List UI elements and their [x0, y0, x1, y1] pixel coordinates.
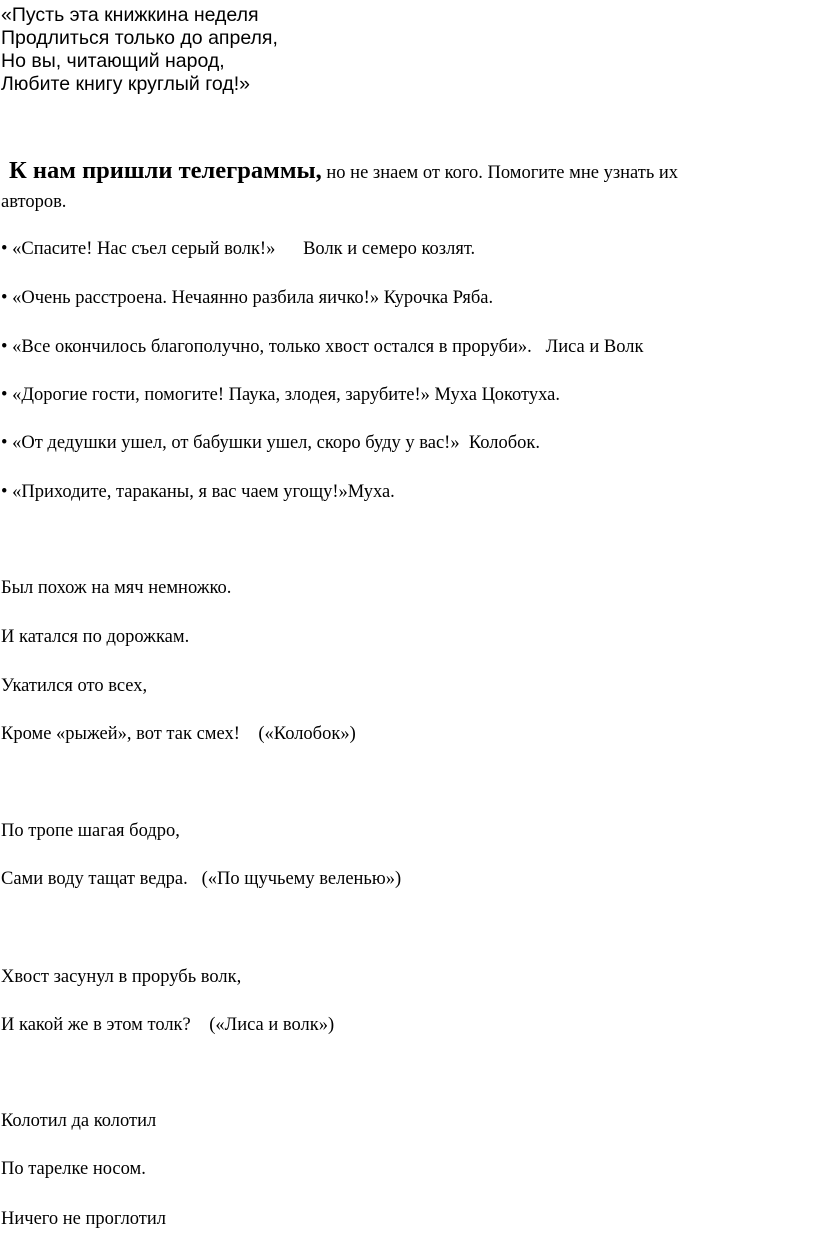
telegrams-heading — [1, 157, 679, 184]
telegram-item: • «Приходите, тараканы, я вас чаем угощу!»Муха. — [1, 482, 395, 502]
riddle-line: По тропе шагая бодро, — [1, 821, 180, 841]
riddle-line: Был похож на мяч немножко. — [1, 578, 232, 598]
telegram-item: • «От дедушки ушел, от бабушки ушел, скоро буду у вас!» Колобок. — [1, 433, 541, 453]
riddle-line: Ничего не проглотил — [1, 1209, 167, 1229]
telegram-item: • «Все окончилось благополучно, только хвост остался в проруби». Лиса и Волк — [1, 337, 644, 357]
intro-poem — [1, 4, 278, 96]
riddle-line: Сами воду тащат ведра. («По щучьему веленью») — [1, 869, 402, 889]
telegrams-heading-bold: К нам пришли телеграммы, — [9, 157, 322, 184]
telegrams-heading-rest: но не знаем от кого. Помогите мне узнать их — [321, 163, 679, 183]
riddle-line: По тарелке носом. — [1, 1159, 146, 1179]
poem-line: Любите книгу круглый год!» — [1, 73, 250, 95]
riddle-line: Хвост засунул в прорубь волк, — [1, 967, 242, 987]
riddle-line: И катался по дорожкам. — [1, 627, 190, 647]
poem-line: Но вы, читающий народ, — [1, 50, 225, 72]
riddle-line: Укатился ото всех, — [1, 676, 148, 696]
poem-line: Продлиться только до апреля, — [1, 27, 278, 49]
riddle-line: Колотил да колотил — [1, 1111, 157, 1131]
telegram-item: • «Дорогие гости, помогите! Паука, злодея, зарубите!» Муха Цокотуха. — [1, 385, 560, 405]
telegram-item: • «Спасите! Нас съел серый волк!» Волк и семеро козлят. — [1, 239, 476, 259]
riddle-line: И какой же в этом толк? («Лиса и волк») — [1, 1015, 335, 1035]
riddle-line: Кроме «рыжей», вот так смех! («Колобок») — [1, 724, 356, 744]
telegram-item: • «Очень расстроена. Нечаянно разбила яичко!» Курочка Ряба. — [1, 288, 494, 308]
poem-line: «Пусть эта книжкина неделя — [1, 4, 259, 26]
telegrams-heading-continued: авторов. — [1, 192, 67, 212]
